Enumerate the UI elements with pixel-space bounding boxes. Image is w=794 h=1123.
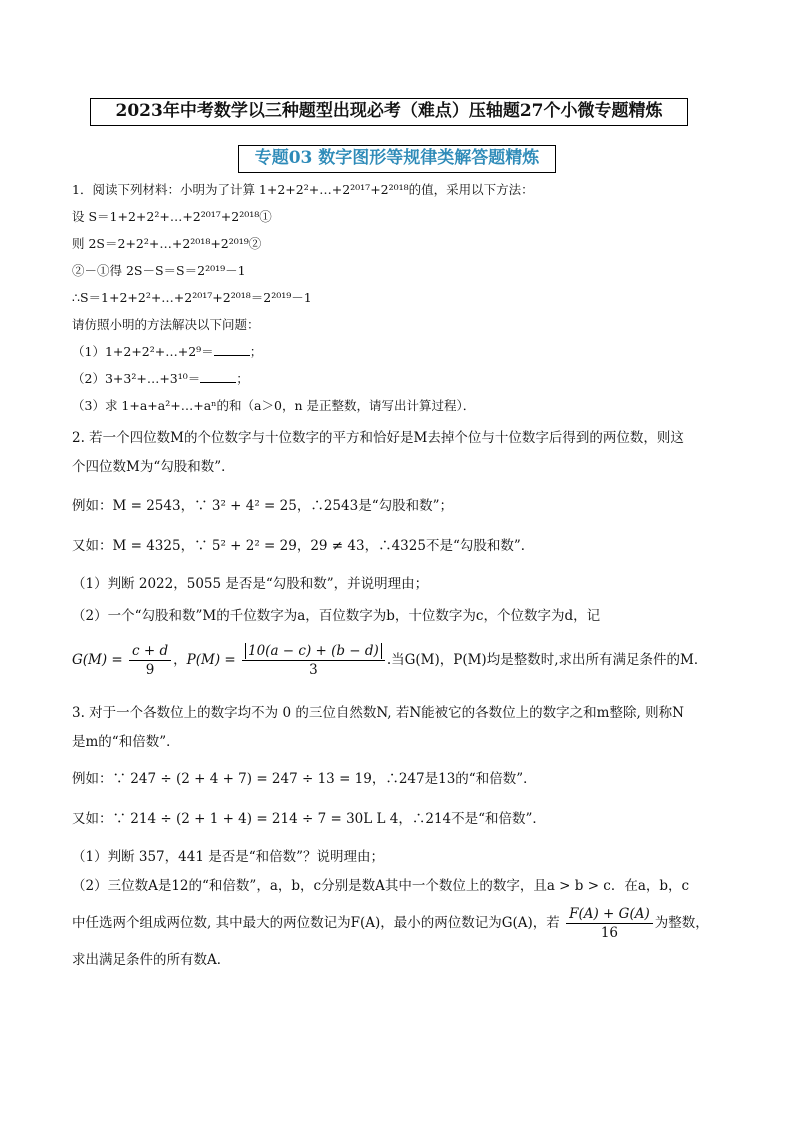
q1-part2-text: （2）3+3²+…+3¹⁰＝ [72, 371, 201, 386]
q1-step1: 设 S＝1+2+2²+…+2²⁰¹⁷+2²⁰¹⁸① [72, 209, 272, 224]
q3-part2: （2）三位数A是12的“和倍数”，a，b，c分别是数A其中一个数位上的数字，且a > b > c．在a，b，c [72, 878, 690, 894]
q2-part1: （1）判断 2022，5055 是否是“勾股和数”，并说明理由； [72, 576, 429, 592]
q3-example2: 又如：∵ 214 ÷ (2 + 1 + 4) = 214 ÷ 7 = 30L L 4，∴214不是“和倍数”． [72, 811, 546, 827]
p-denominator: 3 [309, 662, 318, 678]
p-label: P(M) = [186, 652, 236, 668]
fg-denominator: 16 [600, 925, 619, 941]
q1-prompt: 请仿照小明的方法解决以下问题： [72, 317, 260, 332]
g-denominator: 9 [145, 662, 155, 678]
q3-line2: 是m的“和倍数”． [72, 734, 180, 750]
p-numerator: 10(a − c) + (b − d) [245, 643, 382, 659]
q3-part4: 求出满足条件的所有数A． [72, 952, 231, 968]
q1-step4: ∴S＝1+2+2²+…+2²⁰¹⁷+2²⁰¹⁸＝2²⁰¹⁹－1 [72, 290, 312, 305]
formula-separator: ， [173, 652, 187, 668]
q1-intro: 1．阅读下列材料：小明为了计算 1+2+2²+…+2²⁰¹⁷+2²⁰¹⁸的值，采用以下方法： [72, 182, 534, 197]
q1-part1-end: ； [249, 344, 263, 359]
answer-blank [214, 343, 250, 356]
q1-part3: （3）求 1+a+a²+…+aⁿ的和（a＞0，n 是正整数，请写出计算过程）． [72, 398, 476, 413]
topic-subtitle: 专题03 数字图形等规律类解答题精炼 [238, 145, 556, 173]
p-numerator-wrap [242, 642, 385, 661]
q1-step2: 则 2S＝2+2²+…+2²⁰¹⁸+2²⁰¹⁹② [72, 236, 262, 251]
q3-part1: （1）判断 357，441 是否是“和倍数”？说明理由； [72, 849, 385, 865]
fg-numerator: F(A) + G(A) [566, 905, 653, 924]
q3-part3 [72, 904, 709, 942]
q2-formula-line [72, 641, 707, 679]
q2-example1: 例如：M = 2543，∵ 3² + 4² = 25，∴2543是“勾股和数”； [72, 498, 453, 514]
g-label: G(M) = [72, 652, 123, 668]
answer-blank [200, 370, 236, 383]
q1-part1 [72, 343, 262, 361]
q1-part2 [72, 370, 249, 388]
q3-line1: 3. 对于一个各数位上的数字均不为 0 的三位自然数N, 若N能被它的各数位上的数字之和m整除, 则称N [72, 705, 684, 721]
p-fraction [242, 642, 385, 679]
document-title: 2023年中考数学以三种题型出现必考（难点）压轴题27个小微专题精炼 [90, 98, 688, 126]
fg-fraction [566, 905, 653, 942]
q2-part2: （2）一个“勾股和数”M的千位数字为a，百位数字为b，十位数字为c，个位数字为d，记 [72, 608, 601, 624]
q1-step3: ②－①得 2S－S＝S＝2²⁰¹⁹－1 [72, 263, 246, 278]
q3-part3-post: 为整数， [654, 915, 709, 931]
q1-part2-end: ； [236, 371, 249, 386]
q2-line2: 个四位数M为“勾股和数”． [72, 459, 235, 475]
q3-part3-pre: 中任选两个组成两位数, 其中最大的两位数记为F(A)，最小的两位数记为G(A)，若 [72, 915, 560, 931]
q3-example1: 例如：∵ 247 ÷ (2 + 4 + 7) = 247 ÷ 13 = 19，∴247是13的“和倍数”． [72, 771, 537, 787]
q2-line1: 2. 若一个四位数M的个位数字与十位数字的平方和恰好是M去掉个位与十位数字后得到的两位数，则这 [72, 430, 684, 446]
q2-tail: .当G(M)，P(M)均是整数时,求出所有满足条件的M． [386, 652, 708, 668]
g-numerator: c + d [129, 642, 171, 661]
g-fraction [129, 642, 171, 679]
q2-example2: 又如：M = 4325，∵ 5² + 2² = 29，29 ≠ 43，∴4325不是“勾股和数”． [72, 538, 535, 554]
q1-part1-text: （1）1+2+2²+…+2⁹＝ [72, 344, 214, 359]
